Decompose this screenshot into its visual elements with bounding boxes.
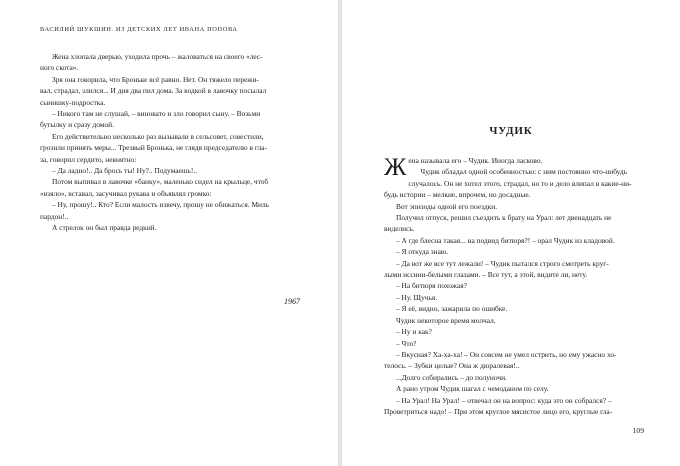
text-line: за, говорил сердито, невнятно: xyxy=(40,154,137,164)
text-line: – Никого там не слушай, – виновато и зло говорил сыну. – Возьми xyxy=(52,109,261,119)
text-line: случалось. Он не хотел этого, страдал, но то и дело влипал в какие-ни- xyxy=(408,178,632,188)
text-line: ного скота». xyxy=(40,63,79,73)
text-line: Зря она говорила, что Броньке всё равно. Нет. Он тяжело пережи- xyxy=(52,74,259,84)
text-line: – Да вот же все тут лежали! – Чудик пытался строго смотреть круг- xyxy=(396,258,609,268)
right-page xyxy=(342,0,680,466)
text-line: Проветриться надо! – При этом круглое мясистое лицо его, круглые гла- xyxy=(384,406,613,416)
text-line: сынишку-подростка. xyxy=(40,97,106,107)
text-line: – На Урал! На Урал! – отвечал он на вопрос: куда это он собрался? – xyxy=(396,395,612,405)
text-line: – Ну, прошу!.. Кто? Если малость извечу, прошу не обижаться. Миль xyxy=(52,200,270,210)
story-title: ЧУДИК xyxy=(489,125,533,137)
text-line: Чудик обладал одной особенностью: с ним постоянно что-нибудь xyxy=(420,167,628,177)
text-line: – А где блесна такая... на подвид битюря?! – орал Чудик из кладовой. xyxy=(396,235,615,245)
page-number: 109 xyxy=(632,426,644,435)
text-line: вал, страдал, злился... И дня два пил дома. За водкой в лавочку посылал xyxy=(40,86,267,96)
text-line: – Что? xyxy=(396,338,417,348)
left-page xyxy=(0,0,338,466)
text-line: грозили принять меры... Трезвый Бронька, не глядя председателю в гла- xyxy=(40,143,267,153)
text-line: телось. – Зубки целые? Она ж дюралевая!.. xyxy=(384,361,520,371)
text-line: Получил отпуск, решил съездить к брату на Урал: лет двенадцать не xyxy=(396,213,612,223)
first-line: ена называла его – Чудик. Иногда ласково. xyxy=(408,156,543,165)
running-head: ВАСИЛИЙ ШУКШИН. ИЗ ДЕТСКИХ ЛЕТ ИВАНА ПОПОВА xyxy=(40,26,238,33)
text-line: виделись. xyxy=(384,224,415,234)
text-line: пардон!.. xyxy=(40,211,69,221)
right-page-text xyxy=(384,155,646,417)
text-line: – Ну и как? xyxy=(396,327,432,337)
text-line: – Ну. Щучья. xyxy=(396,292,438,302)
text-line: Вот эпизоды одной его поездки. xyxy=(396,201,498,211)
text-line: – Я откуда знаю. xyxy=(396,247,449,257)
text-line: лыми иссини-белыми глазами. – Все тут, а этой, видите ли, нету. xyxy=(384,270,588,280)
text-line: – Я её, видно, зажарила по ошибке. xyxy=(396,304,508,314)
text-line: Его действительно несколько раз вызывали в сельсовет, совестили, xyxy=(52,131,264,141)
text-line: Жена хлопала дверью, уходила прочь – жаловаться на своего «лес- xyxy=(52,52,263,61)
text-line: ...Долго собирались – до полуночи. xyxy=(396,372,507,382)
text-line: будь истории – мелкие, впрочем, но досадные. xyxy=(384,190,531,200)
text-line: А рано утром Чудик шагал с чемоданом по селу. xyxy=(396,384,549,394)
text-line: – Вкусная? Ха-ха-ха! – Он совсем не умел острить, но ему ужасно хо- xyxy=(396,349,617,359)
text-line: А стрелок он был правда редкий. xyxy=(52,223,157,233)
text-line: – На битюря похожая? xyxy=(396,281,467,291)
text-line: Потом выпивал в лавочке «банку», маленько сидел на крыльце, чтоб xyxy=(52,177,269,187)
text-line: «взяло», вставал, засучивал рукава и объявлял громко: xyxy=(40,188,212,198)
story-date: 1967 xyxy=(284,297,300,306)
text-line: – Да ладно!.. Да брось ты! Ну?.. Подумаешь!.. xyxy=(52,166,198,176)
text-line: бутылку и сразу домой. xyxy=(40,120,114,130)
left-page-text xyxy=(40,51,298,234)
text-line: Чудик некоторое время молчал. xyxy=(396,315,496,325)
drop-cap: Ж xyxy=(384,154,407,181)
